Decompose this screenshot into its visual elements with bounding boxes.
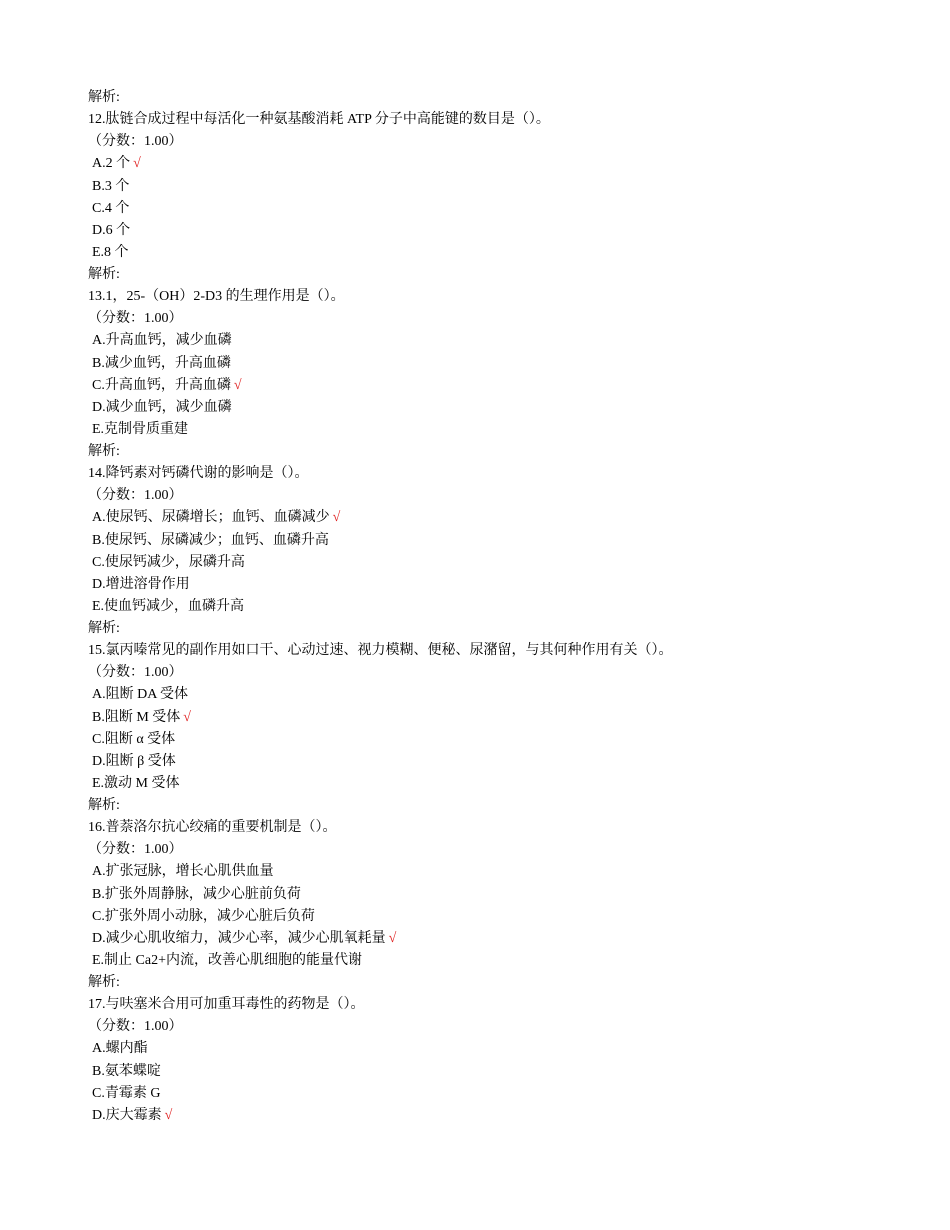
question-block (88, 109, 888, 286)
option-text: C.4 个 (92, 200, 130, 216)
option-item (88, 596, 888, 618)
option-text: C.使尿钙减少，尿磷升高 (92, 554, 245, 570)
option-item (88, 684, 888, 706)
option-item (88, 1038, 888, 1060)
question-stem: 15.氯丙嗪常见的副作用如口干、心动过速、视力模糊、便秘、尿潴留，与其何种作用有关（）。 (88, 643, 673, 659)
option-text: B.阻断 M 受体 (92, 709, 181, 725)
option-text: B.扩张外周静脉，减少心脏前负荷 (92, 886, 301, 902)
question-score: （分数：1.00） (88, 488, 183, 504)
correct-check-icon: √ (133, 156, 141, 172)
question-block (88, 286, 888, 463)
option-text: D.阻断 β 受体 (92, 753, 176, 769)
option-text: D.庆大霉素 (92, 1107, 162, 1123)
option-item (88, 330, 888, 352)
question-stem: 14.降钙素对钙磷代谢的影响是（）。 (88, 466, 309, 482)
option-item (88, 861, 888, 883)
option-text: B.使尿钙、尿磷减少；血钙、血磷升高 (92, 532, 329, 548)
correct-check-icon: √ (183, 709, 191, 725)
option-item (88, 884, 888, 906)
option-item (88, 419, 888, 441)
option-item (88, 397, 888, 419)
option-item (88, 751, 888, 773)
option-text: D.减少血钙，减少血磷 (92, 399, 232, 415)
exam-document (88, 87, 888, 1127)
question-score: （分数：1.00） (88, 134, 183, 150)
option-item (88, 375, 888, 397)
question-list (88, 109, 888, 1127)
option-item (88, 906, 888, 928)
option-text: E.8 个 (92, 244, 129, 260)
question-stem: 12.肽链合成过程中每活化一种氨基酸消耗 ATP 分子中高能键的数目是（）。 (88, 112, 550, 128)
option-text: B.3 个 (92, 178, 130, 194)
option-text: E.使血钙减少，血磷升高 (92, 598, 245, 614)
option-item (88, 574, 888, 596)
option-text: C.扩张外周小动脉，减少心脏后负荷 (92, 908, 315, 924)
analysis-label: 解析: (88, 90, 120, 105)
question-block (88, 994, 888, 1127)
question-score: （分数：1.00） (88, 842, 183, 858)
question-stem: 16.普萘洛尔抗心绞痛的重要机制是（）。 (88, 820, 337, 836)
option-item (88, 353, 888, 375)
option-item (88, 242, 888, 264)
option-item (88, 552, 888, 574)
option-item (88, 773, 888, 795)
option-text: E.制止 Ca2+内流，改善心肌细胞的能量代谢 (92, 952, 362, 968)
option-text: A.升高血钙，减少血磷 (92, 333, 232, 349)
option-item (88, 729, 888, 751)
question-score: （分数：1.00） (88, 311, 183, 327)
option-text: C.阻断 α 受体 (92, 731, 176, 747)
question-score: （分数：1.00） (88, 1019, 183, 1035)
option-item (88, 950, 888, 972)
option-text: E.激动 M 受体 (92, 775, 180, 791)
option-item (88, 176, 888, 198)
option-item (88, 198, 888, 220)
question-block (88, 463, 888, 640)
option-item (88, 1083, 888, 1105)
correct-check-icon: √ (164, 1107, 173, 1123)
analysis-label: 解析: (88, 444, 120, 459)
option-text: E.克制骨质重建 (92, 421, 189, 437)
analysis-label: 解析: (88, 267, 120, 282)
correct-check-icon: √ (332, 510, 341, 526)
analysis-label: 解析: (88, 975, 120, 990)
question-block (88, 640, 888, 817)
question-stem: 13.1，25-（OH）2-D3 的生理作用是（）。 (88, 289, 345, 305)
option-text: A.阻断 DA 受体 (92, 687, 189, 703)
question-block (88, 817, 888, 994)
option-text: A.螺内酯 (92, 1041, 148, 1057)
option-item (88, 1061, 888, 1083)
option-text: D.增进溶骨作用 (92, 576, 190, 592)
option-item (88, 1105, 888, 1127)
option-text: D.6 个 (92, 222, 131, 238)
option-text: A.扩张冠脉，增长心肌供血量 (92, 864, 274, 880)
option-item (88, 707, 888, 729)
option-item (88, 153, 888, 175)
option-text: C.青霉素 G (92, 1085, 161, 1101)
option-text: C.升高血钙，升高血磷 (92, 377, 231, 393)
option-item (88, 530, 888, 552)
question-stem: 17.与呋塞米合用可加重耳毒性的药物是（）。 (88, 997, 365, 1013)
option-item (88, 220, 888, 242)
analysis-label: 解析: (88, 621, 120, 636)
option-text: B.氨苯蝶啶 (92, 1063, 161, 1079)
option-text: D.减少心肌收缩力，减少心率，减少心肌氧耗量 (92, 930, 386, 946)
option-item (88, 928, 888, 950)
analysis-label: 解析: (88, 798, 120, 813)
option-text: A.2 个 (92, 156, 131, 172)
option-item (88, 507, 888, 529)
option-text: B.减少血钙，升高血磷 (92, 355, 231, 371)
option-text: A.使尿钙、尿磷增长；血钙、血磷减少 (92, 510, 330, 526)
correct-check-icon: √ (233, 377, 242, 393)
correct-check-icon: √ (388, 930, 397, 946)
question-score: （分数：1.00） (88, 665, 183, 681)
